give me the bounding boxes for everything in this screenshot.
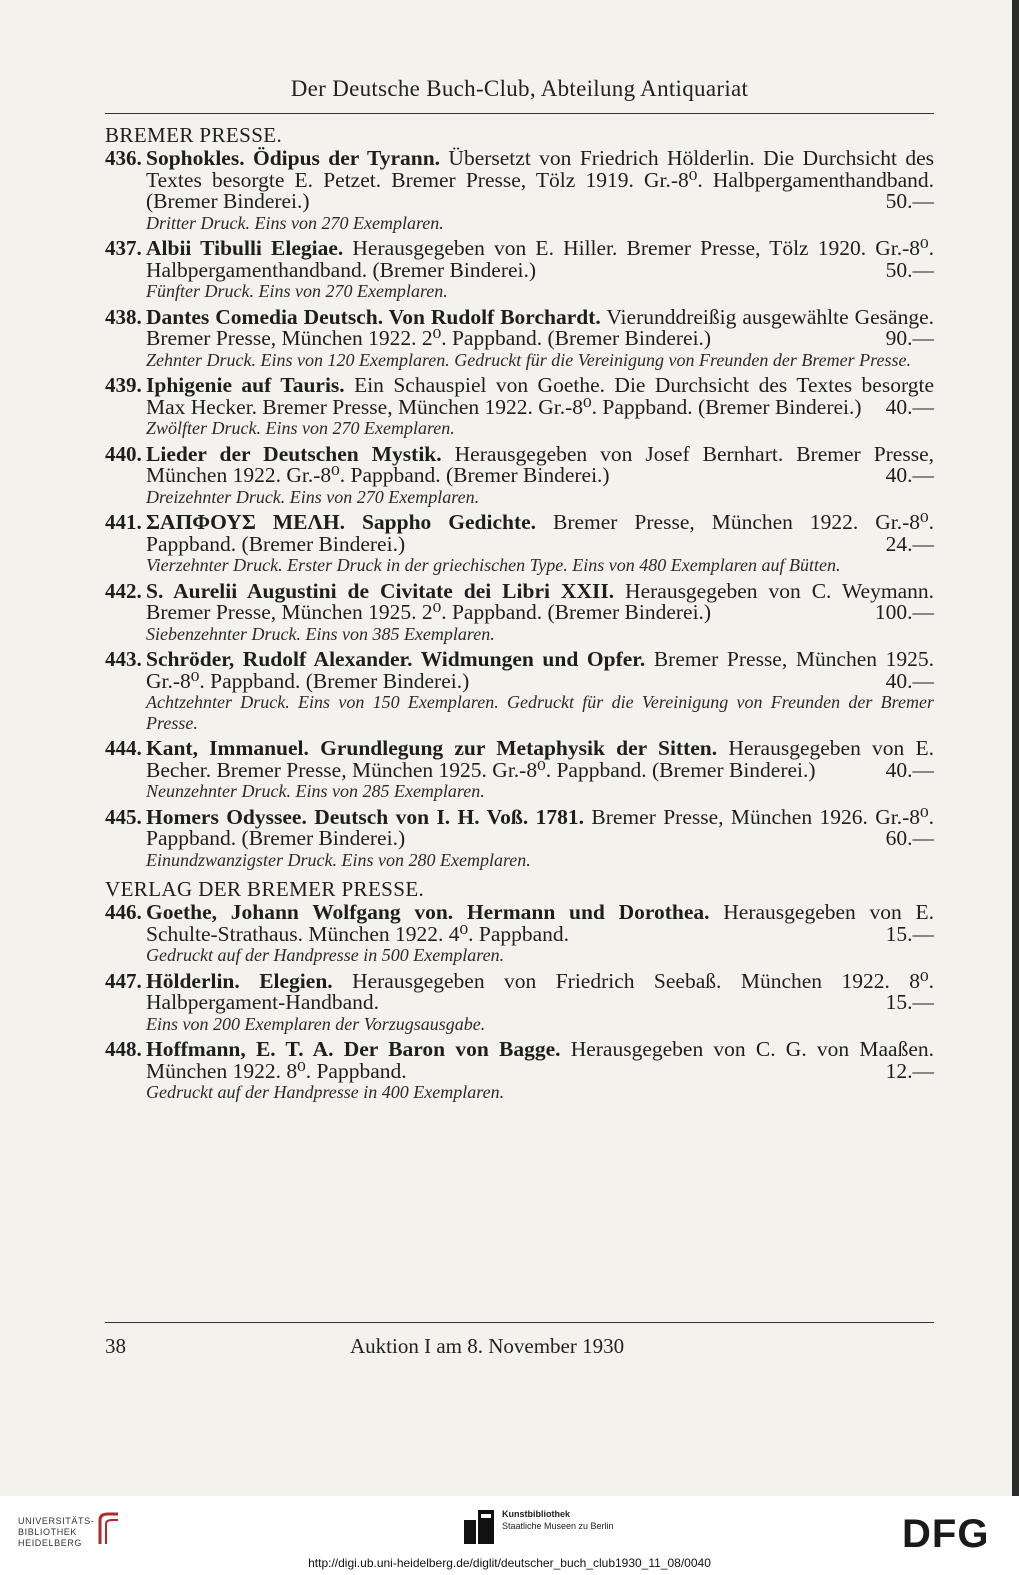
entry-price: 12.— bbox=[885, 1058, 934, 1083]
section-title: VERLAG DER BREMER PRESSE. bbox=[105, 877, 425, 901]
catalog-entry bbox=[105, 512, 934, 576]
university-line: HEIDELBERG bbox=[18, 1538, 83, 1548]
catalog-entry bbox=[105, 148, 934, 233]
entry-price: 90.— bbox=[885, 326, 934, 350]
entry-text: Herausgegeben von Friedrich Seebaß. München 1922. 8⁰. Halbpergament-Handband. bbox=[146, 968, 934, 1014]
entry-text: Herausgegeben von E. Becher. Bremer Presse, München 1925. Gr.-8⁰. Pappband. (Bremer Binderei.) bbox=[146, 736, 934, 782]
entry-note: Fünfter Druck. Eins von 270 Exemplaren. bbox=[146, 281, 448, 301]
page-number: 38 bbox=[105, 1334, 126, 1358]
entry-text: Ein Schauspiel von Goethe. Die Durchsicht des Textes besorgte Max Hecker. Bremer Presse, München 1922. Gr.-8⁰. Pappband. (Bremer Binderei.) bbox=[146, 373, 934, 419]
entry-number: 444. bbox=[105, 736, 142, 760]
catalog-content bbox=[105, 124, 934, 1108]
entry-text: Übersetzt von Friedrich Hölderlin. Die Durchsicht des Textes besorgte E. Petzet. Bremer Presse, Tölz 1919. Gr.-8⁰. Halbpergamenthandband. (Bremer Binderei.) bbox=[146, 146, 934, 213]
entry-text: Herausgegeben von Josef Bernhart. Bremer Presse, München 1922. Gr.-8⁰. Pappband. (Bremer Binderei.) bbox=[146, 441, 935, 487]
catalog-entry bbox=[105, 238, 934, 302]
entry-title: Sophokles. Ödipus der Tyrann. bbox=[146, 146, 441, 170]
entry-number: 437. bbox=[105, 236, 142, 260]
entry-note: Vierzehnter Druck. Erster Druck in der griechischen Type. Eins von 480 Exemplaren auf Bütten. bbox=[146, 555, 841, 575]
dfg-logo[interactable]: DFG bbox=[902, 1512, 990, 1556]
entry-title: Hoffmann, E. T. A. Der Baron von Bagge. bbox=[146, 1037, 561, 1061]
entry-title: Homers Odyssee. Deutsch von I. H. Voß. 1781. bbox=[146, 804, 585, 829]
entry-number: 448. bbox=[105, 1037, 142, 1061]
entry-note: Siebenzehnter Druck. Eins von 385 Exemplaren. bbox=[146, 623, 495, 644]
auction-footer: Auktion I am 8. November 1930 bbox=[350, 1334, 625, 1358]
entry-number: 439. bbox=[105, 373, 142, 397]
entry-note: Dreizehnter Druck. Eins von 270 Exemplaren. bbox=[146, 486, 480, 507]
running-head: Der Deutsche Buch-Club, Abteilung Antiquariat bbox=[290, 76, 749, 101]
entry-number: 447. bbox=[105, 968, 142, 993]
entry-number: 441. bbox=[105, 510, 142, 534]
entry-text: Herausgegeben von C. Weymann. Bremer Presse, München 1925. 2⁰. Pappband. (Bremer Binderei.) bbox=[146, 578, 934, 624]
entry-text: Bremer Presse, München 1922. Gr.-8⁰. Pappband. (Bremer Binderei.) bbox=[146, 510, 934, 556]
entry-title: Iphigenie auf Tauris. bbox=[146, 373, 345, 397]
entry-title: Kant, Immanuel. Grundlegung zur Metaphysik der Sitten. bbox=[146, 736, 718, 760]
entry-price: 50.— bbox=[885, 257, 934, 282]
university-logo-icon bbox=[96, 1512, 122, 1546]
entry-number: 438. bbox=[105, 304, 142, 329]
entry-text: Herausgegeben von C. G. von Maaßen. München 1922. 8⁰. Pappband. bbox=[146, 1037, 934, 1083]
entry-text: Vierunddreißig ausgewählte Gesänge. Bremer Presse, München 1922. 2⁰. Pappband. (Bremer Binderei.) bbox=[146, 304, 934, 350]
entry-title: ΣΑΠΦΟΥΣ ΜΕΛΗ. Sappho Gedichte. bbox=[146, 510, 537, 534]
footer-rule bbox=[105, 1322, 934, 1323]
entry-price: 15.— bbox=[885, 921, 934, 946]
university-line: BIBLIOTHEK bbox=[18, 1527, 78, 1537]
entry-number: 436. bbox=[105, 146, 142, 170]
entry-text: Bremer Presse, München 1925. Gr.-8⁰. Pappband. (Bremer Binderei.) bbox=[146, 647, 935, 693]
entry-title: Goethe, Johann Wolfgang von. Hermann und Dorothea. bbox=[146, 900, 710, 924]
catalog-entry bbox=[105, 1039, 934, 1103]
catalog-entry bbox=[105, 968, 934, 1035]
entry-title: Hölderlin. Elegien. bbox=[146, 968, 333, 993]
entry-number: 443. bbox=[105, 647, 142, 671]
entry-text: Bremer Presse, München 1926. Gr.-8⁰. Pappband. (Bremer Binderei.) bbox=[146, 804, 934, 850]
university-library-logo-text[interactable] bbox=[18, 1516, 94, 1549]
entry-number: 445. bbox=[105, 804, 142, 829]
scan-edge bbox=[1012, 0, 1019, 1496]
permalink-url[interactable]: http://digi.ub.uni-heidelberg.de/diglit/deutscher_buch_club1930_11_08/0040 bbox=[308, 1556, 711, 1570]
catalog-entry bbox=[105, 738, 934, 802]
entry-title: Albii Tibulli Elegiae. bbox=[146, 236, 344, 260]
entry-note: Eins von 200 Exemplaren der Vorzugsausgabe. bbox=[146, 1013, 486, 1034]
catalog-entry bbox=[105, 578, 934, 645]
entry-price: 24.— bbox=[885, 531, 934, 556]
entry-price: 40.— bbox=[885, 463, 934, 487]
entry-price: 40.— bbox=[885, 668, 934, 693]
entry-number: 440. bbox=[105, 441, 142, 466]
entry-note: Gedruckt auf der Handpresse in 400 Exemplaren. bbox=[146, 1082, 505, 1102]
university-line: UNIVERSITÄTS- bbox=[18, 1516, 95, 1526]
catalog-entry bbox=[105, 649, 934, 733]
digitization-band bbox=[0, 1496, 1019, 1575]
entry-note: Zehnter Druck. Eins von 120 Exemplaren. Gedruckt für die Vereinigung von Freunden der Bremer Presse. bbox=[146, 349, 911, 370]
entry-note: Zwölfter Druck. Eins von 270 Exemplaren. bbox=[146, 418, 455, 438]
entry-note: Achtzehnter Druck. Eins von 150 Exemplaren. Gedruckt für die Vereinigung von Freunden der Bremer Presse. bbox=[146, 692, 934, 733]
kunstbibliothek-name: Kunstbibliothek bbox=[502, 1509, 570, 1519]
entry-note: Einundzwanzigster Druck. Eins von 280 Exemplaren. bbox=[146, 849, 531, 870]
section-title: BREMER PRESSE. bbox=[105, 123, 283, 147]
entry-price: 40.— bbox=[885, 757, 934, 782]
entry-note: Gedruckt auf der Handpresse in 500 Exemplaren. bbox=[146, 945, 505, 965]
entry-price: 50.— bbox=[885, 189, 934, 213]
catalog-entry bbox=[105, 375, 934, 439]
entry-text: Herausgegeben von E. Schulte-Strathaus. München 1922. 4⁰. Pappband. bbox=[146, 900, 934, 946]
entry-price: 60.— bbox=[885, 826, 934, 850]
entry-number: 442. bbox=[105, 578, 142, 603]
entry-title: Lieder der Deutschen Mystik. bbox=[146, 441, 442, 466]
entry-note: Neunzehnter Druck. Eins von 285 Exemplaren. bbox=[146, 781, 485, 801]
kunstbibliothek-logo-icon bbox=[464, 1510, 494, 1544]
catalog-entry bbox=[105, 804, 934, 871]
catalog-entry bbox=[105, 902, 934, 966]
entry-title: S. Aurelii Augustini de Civitate dei Libri XXII. bbox=[146, 578, 615, 603]
entry-price: 15.— bbox=[885, 990, 934, 1014]
catalog-entry bbox=[105, 304, 934, 371]
entry-note: Dritter Druck. Eins von 270 Exemplaren. bbox=[146, 212, 444, 233]
entry-number: 446. bbox=[105, 900, 142, 924]
header-rule bbox=[105, 113, 934, 114]
kunstbibliothek-subtitle: Staatliche Museen zu Berlin bbox=[502, 1521, 614, 1531]
entry-title: Dantes Comedia Deutsch. Von Rudolf Borchardt. bbox=[146, 304, 601, 329]
entry-price: 100.— bbox=[874, 600, 934, 624]
kunstbibliothek-text[interactable] bbox=[502, 1508, 614, 1532]
entry-text: Herausgegeben von E. Hiller. Bremer Presse, Tölz 1920. Gr.-8⁰. Halbpergamenthandband. (Bremer Binderei.) bbox=[146, 236, 934, 282]
entry-price: 40.— bbox=[885, 394, 934, 419]
catalog-entry bbox=[105, 441, 935, 508]
entry-title: Schröder, Rudolf Alexander. Widmungen und Opfer. bbox=[146, 647, 646, 671]
